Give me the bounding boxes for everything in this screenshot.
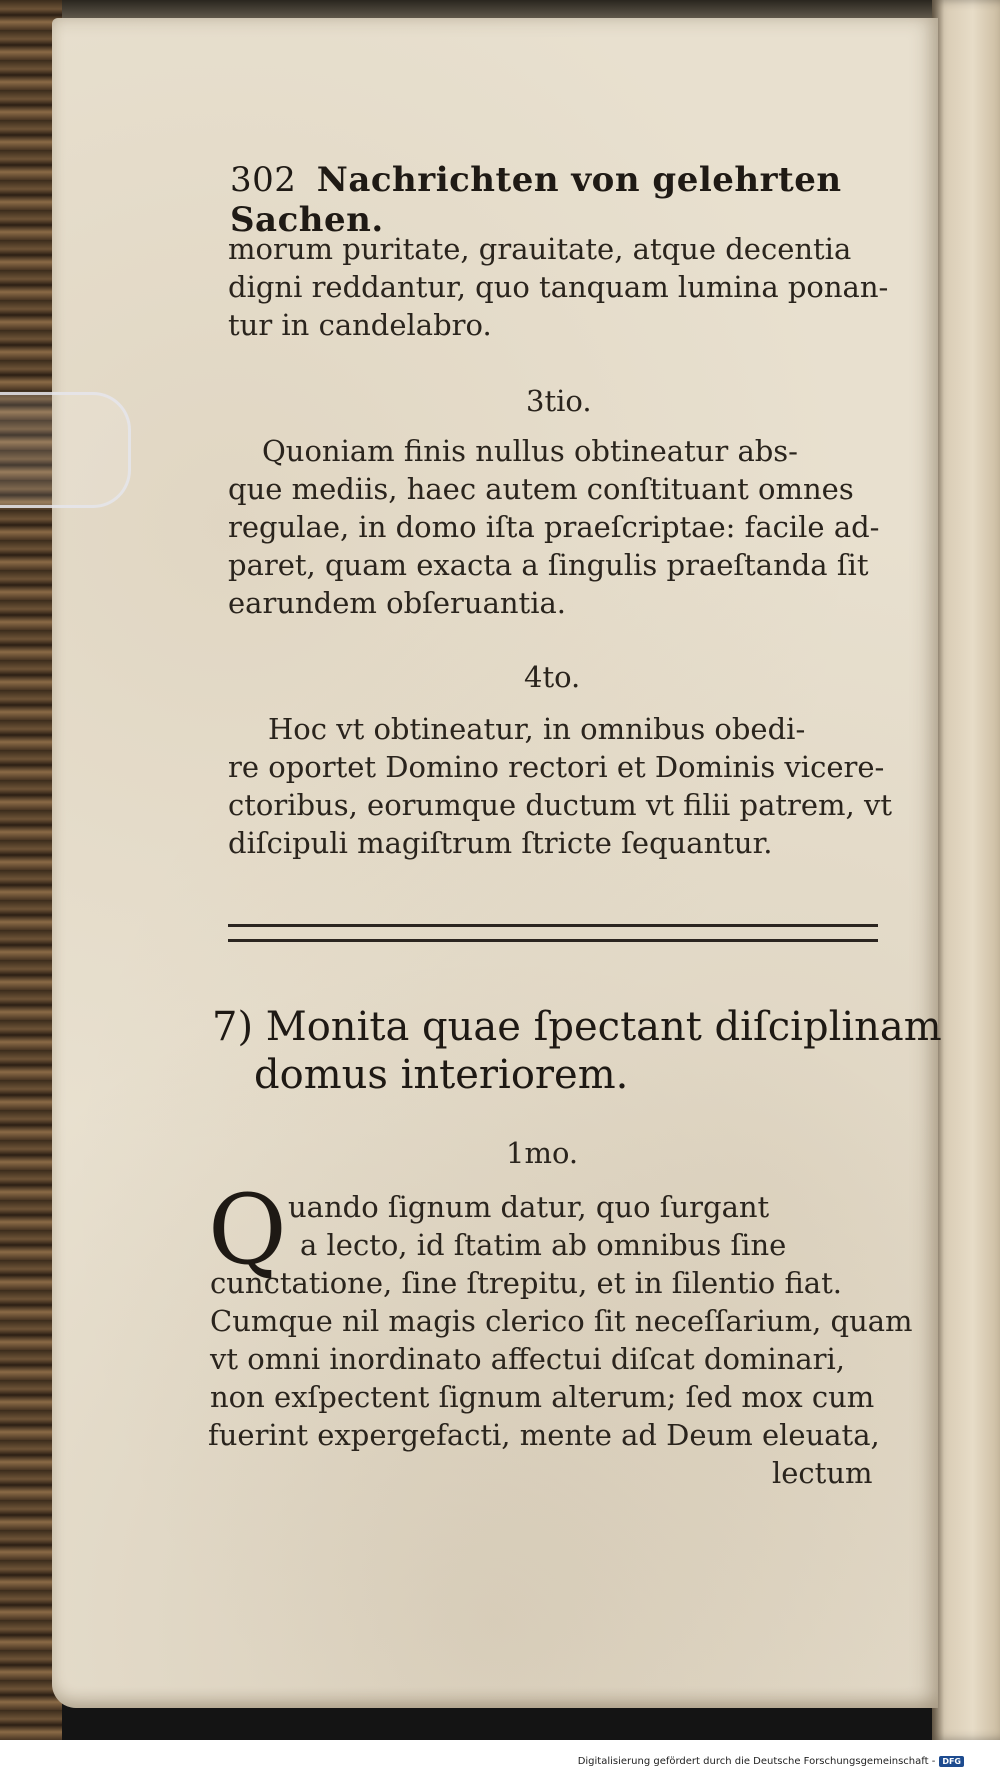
text-line: non exſpectent ſignum alterum; ſed mox cum xyxy=(210,1380,875,1414)
section-heading: 7) Monita quae ſpectant diſciplinam xyxy=(212,1004,942,1050)
catchword: lectum xyxy=(772,1456,873,1490)
text-line: earundem obſeruantia. xyxy=(228,586,566,620)
text-line: vt omni inordinato affectui diſcat dominari, xyxy=(210,1342,846,1376)
text-line: fuerint expergefacti, mente ad Deum eleuata, xyxy=(208,1418,880,1452)
text-line: digni reddantur, quo tanquam lumina ponan- xyxy=(228,270,889,304)
page-number: 302 xyxy=(230,160,297,200)
section-number-1: 1mo. xyxy=(506,1136,579,1170)
dfg-logo: DFG xyxy=(939,1756,964,1767)
drop-cap: Q xyxy=(208,1174,287,1286)
running-title: Nachrichten von gelehrten Sachen. xyxy=(230,160,842,240)
text-line: Quoniam finis nullus obtineatur abs- xyxy=(262,434,798,468)
text-line: que mediis, haec autem conſtituant omnes xyxy=(228,472,854,506)
book-page-right-edge xyxy=(932,0,1000,1740)
running-head xyxy=(230,160,1000,240)
text-line: Hoc vt obtineatur, in omnibus obedi- xyxy=(268,712,806,746)
credit-text: Digitalisierung gefördert durch die Deutsche Forschungsgemeinschaft - xyxy=(577,1756,936,1767)
section-number-3: 3tio. xyxy=(526,384,592,418)
text-line: tur in candelabro. xyxy=(228,308,492,342)
section-heading-continued: domus interiorem. xyxy=(254,1052,629,1098)
text-line: ctoribus, eorumque ductum vt filii patrem, vt xyxy=(228,788,893,822)
digitization-credit xyxy=(578,1756,964,1767)
text-line: Cumque nil magis clerico ſit neceſſarium, quam xyxy=(210,1304,913,1338)
text-line: cunctatione, ſine ſtrepitu, et in ſilentio fiat. xyxy=(210,1266,842,1300)
page-clip xyxy=(0,392,131,508)
text-line: regulae, in domo iſta praeſcriptae: facile ad- xyxy=(228,510,880,544)
section-divider-rule xyxy=(228,924,878,942)
text-line: morum puritate, grauitate, atque decentia xyxy=(228,232,852,266)
section-number-4: 4to. xyxy=(524,660,581,694)
text-line: a lecto, id ſtatim ab omnibus ſine xyxy=(300,1228,787,1262)
text-line: paret, quam exacta a ſingulis praeſtanda ſit xyxy=(228,548,869,582)
text-line: re oportet Domino rectori et Dominis vicere- xyxy=(228,750,885,784)
text-line: diſcipuli magiſtrum ſtricte ſequantur. xyxy=(228,826,773,860)
text-line: uando ſignum datur, quo ſurgant xyxy=(288,1190,770,1224)
